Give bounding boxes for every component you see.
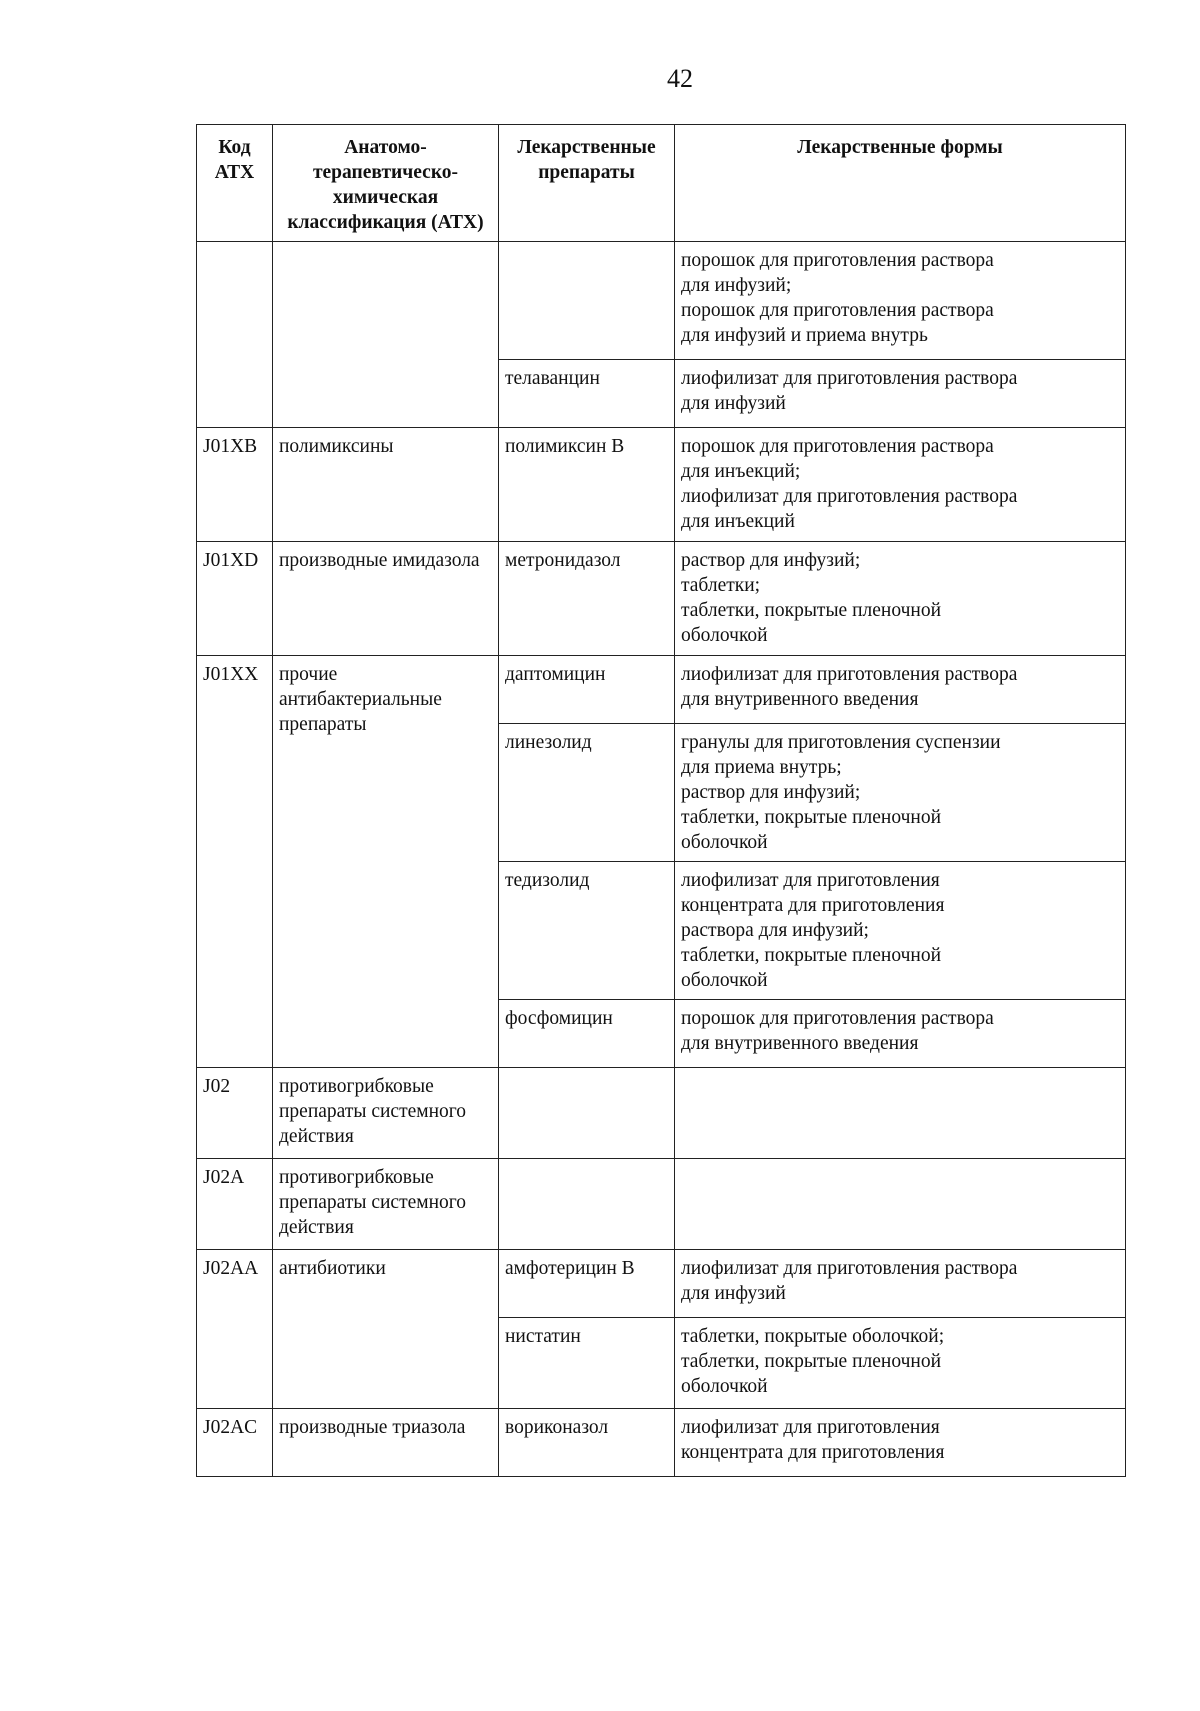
drug-cell: линезолид bbox=[499, 724, 675, 862]
header-row bbox=[197, 125, 1126, 242]
drug-cell: нистатин bbox=[499, 1318, 675, 1409]
drug-cell: телаванцин bbox=[499, 360, 675, 428]
table-row bbox=[197, 1250, 1126, 1318]
forms-cell: лиофилизат для приготовления раствора для внутривенного введения bbox=[675, 656, 1126, 724]
drug-cell: фосфомицин bbox=[499, 1000, 675, 1068]
classification-cell: производные имидазола bbox=[273, 542, 499, 656]
drug-cell: полимиксин В bbox=[499, 428, 675, 542]
forms-cell: таблетки, покрытые оболочкой; таблетки, покрытые пленочной оболочкой bbox=[675, 1318, 1126, 1409]
drug-cell: тедизолид bbox=[499, 862, 675, 1000]
table-row bbox=[197, 1159, 1126, 1250]
classification-cell: антибиотики bbox=[273, 1250, 499, 1409]
forms-cell: раствор для инфузий; таблетки; таблетки, покрытые пленочной оболочкой bbox=[675, 542, 1126, 656]
forms-cell: порошок для приготовления раствора для инъекций; лиофилизат для приготовления раствора для инъекций bbox=[675, 428, 1126, 542]
drug-cell: даптомицин bbox=[499, 656, 675, 724]
drug-cell bbox=[499, 1068, 675, 1159]
drug-cell: амфотерицин В bbox=[499, 1250, 675, 1318]
drug-cell bbox=[499, 1159, 675, 1250]
header-drugs: Лекарственные препараты bbox=[499, 125, 675, 242]
classification-cell: противогрибковые препараты системного действия bbox=[273, 1159, 499, 1250]
table-row bbox=[197, 656, 1126, 724]
forms-cell: порошок для приготовления раствора для внутривенного введения bbox=[675, 1000, 1126, 1068]
classification-cell: полимиксины bbox=[273, 428, 499, 542]
table-row bbox=[197, 1068, 1126, 1159]
forms-cell bbox=[675, 1068, 1126, 1159]
table-row bbox=[197, 428, 1126, 542]
code-cell bbox=[197, 242, 273, 428]
code-cell: J01XD bbox=[197, 542, 273, 656]
classification-cell bbox=[273, 242, 499, 428]
forms-cell bbox=[675, 1159, 1126, 1250]
code-cell: J02A bbox=[197, 1159, 273, 1250]
header-classification: Анатомо-терапевтическо-химическая классификация (АТХ) bbox=[273, 125, 499, 242]
code-cell: J02AC bbox=[197, 1409, 273, 1477]
classification-cell: производные триазола bbox=[273, 1409, 499, 1477]
forms-cell: лиофилизат для приготовления раствора для инфузий bbox=[675, 360, 1126, 428]
classification-cell: противогрибковые препараты системного действия bbox=[273, 1068, 499, 1159]
classification-cell: прочие антибактериальные препараты bbox=[273, 656, 499, 1068]
drug-cell bbox=[499, 242, 675, 360]
table-row bbox=[197, 242, 1126, 360]
header-code: Код АТХ bbox=[197, 125, 273, 242]
forms-cell: порошок для приготовления раствора для инфузий; порошок для приготовления раствора для инфузий и приема внутрь bbox=[675, 242, 1126, 360]
drug-cell: вориконазол bbox=[499, 1409, 675, 1477]
forms-cell: лиофилизат для приготовления раствора для инфузий bbox=[675, 1250, 1126, 1318]
page-number: 42 bbox=[667, 64, 693, 93]
forms-cell: гранулы для приготовления суспензии для приема внутрь; раствор для инфузий; таблетки, покрытые пленочной оболочкой bbox=[675, 724, 1126, 862]
forms-cell: лиофилизат для приготовления концентрата для приготовления bbox=[675, 1409, 1126, 1477]
code-cell: J01XX bbox=[197, 656, 273, 1068]
forms-cell: лиофилизат для приготовления концентрата для приготовления раствора для инфузий; таблетки, покрытые пленочной оболочкой bbox=[675, 862, 1126, 1000]
code-cell: J01XB bbox=[197, 428, 273, 542]
atx-table bbox=[196, 124, 1126, 1477]
code-cell: J02AA bbox=[197, 1250, 273, 1409]
header-forms: Лекарственные формы bbox=[675, 125, 1126, 242]
drug-cell: метронидазол bbox=[499, 542, 675, 656]
table-row bbox=[197, 1409, 1126, 1477]
code-cell: J02 bbox=[197, 1068, 273, 1159]
table-row bbox=[197, 542, 1126, 656]
